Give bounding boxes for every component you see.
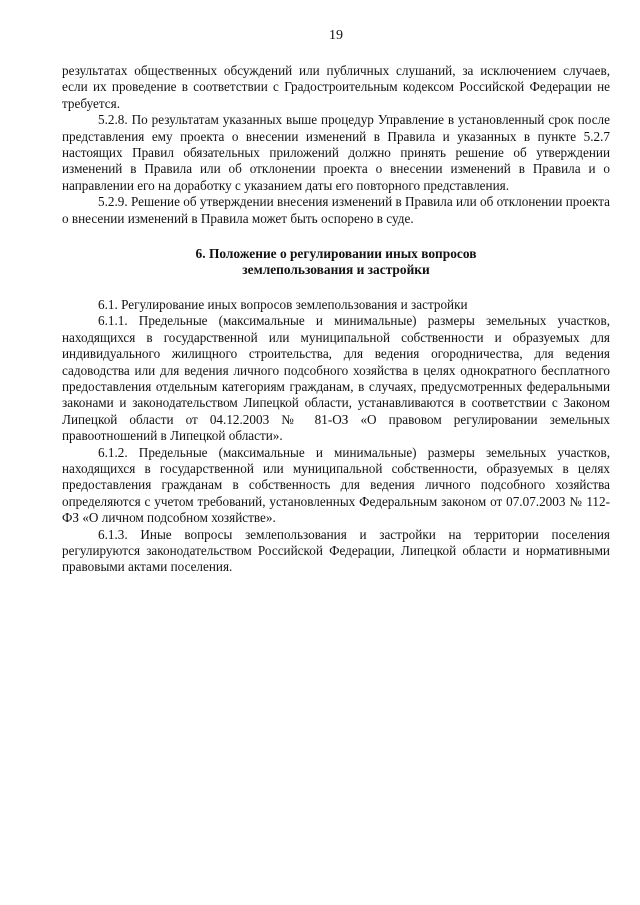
paragraph-continuation: результатах общественных обсуждений или публичных слушаний, за исключением случаев, если их проведение в соответствии с Градостроительным кодексом Российской Федерации не требуется.: [62, 63, 610, 111]
section-heading-line-2: землепользования и застройки: [242, 262, 430, 278]
page-number: 19: [329, 28, 343, 43]
paragraph-6-1-2: 6.1.2. Предельные (максимальные и минимальные) размеры земельных участков, находящихся в государственной или муниципальной собственности, образуемых в целях предоставления гражданам в собственность для ведения личного подсобного хозяйства определяются с учетом требований, установленных Федеральным законом от 07.07.2003 № 112-ФЗ «О личном подсобном хозяйстве».: [62, 444, 610, 526]
section-heading-line-1: 6. Положение о регулировании иных вопросов: [195, 246, 477, 262]
paragraph-5-2-9: 5.2.9. Решение об утверждении внесения изменений в Правила или об отклонении проекта о внесении изменений в Правила может быть оспорено в суде.: [62, 194, 610, 226]
paragraph-6-1-1: 6.1.1. Предельные (максимальные и минимальные) размеры земельных участков, находящихся в государственной или муниципальной собственности и образуемых для индивидуального жилищного строительства, для ведения огородничества, для ведения садоводства или для ведения личного подсобного хозяйства в целях однократного бесплатного предоставления отдельным категориям гражданам, в случаях, предусмотренных федеральными законами и законодательством Липецкой области, устанавливаются в соответствии с Законом Липецкой области от 04.12.2003 № 81-ОЗ «О правовом регулировании земельных правоотношений в Липецкой области».: [62, 313, 610, 444]
paragraph-6-1: 6.1. Регулирование иных вопросов землепользования и застройки: [98, 296, 468, 312]
paragraph-5-2-8: 5.2.8. По результатам указанных выше процедур Управление в установленный срок после представления ему проекта о внесении изменений в Правила и указанных в пункте 5.2.7 настоящих Правил обязательных приложений должно принять решение об утверждении изменений в Правила или об отклонении проекта о внесении изменений в Правила и о направлении его на доработку с указанием даты его повторного представления.: [62, 112, 610, 193]
paragraph-6-1-3: 6.1.3. Иные вопросы землепользования и застройки на территории поселения регулируются законодательством Российской Федерации, Липецкой области и нормативными правовыми актами поселения.: [62, 526, 610, 575]
section-heading: [62, 246, 610, 279]
document-body: [62, 63, 610, 576]
